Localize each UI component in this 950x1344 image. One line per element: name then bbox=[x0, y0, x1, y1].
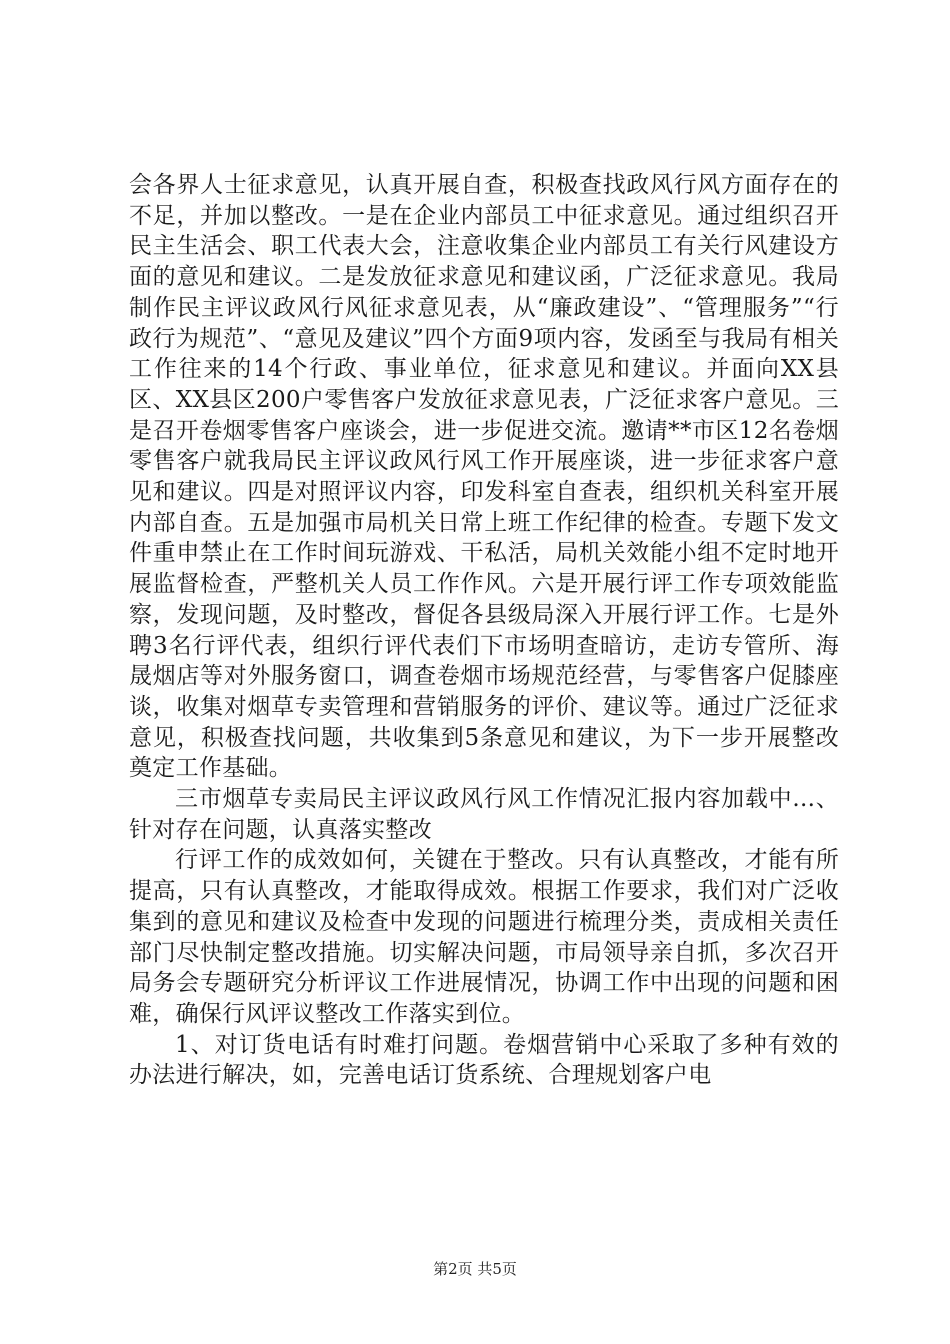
paragraph-section-heading: 三市烟草专卖局民主评议政风行风工作情况汇报内容加载中...、针对存在问题，认真落实整改 bbox=[129, 786, 839, 843]
paragraph-rectification: 行评工作的成效如何，关键在于整改。只有认真整改，才能有所提高，只有认真整改，才能取得成效。根据工作要求，我们对广泛收集到的意见和建议及检查中发现的问题进行梳理分类，责成相关责任部门尽快制定整改措施。切实解决问题，市局领导亲自抓，多次召开局务会专题研究分析评议工作进展情况，协调工作中出现的问题和困难，确保行风评议整改工作落实到位。 bbox=[129, 847, 839, 1027]
paragraph-item-1: 1、对订货电话有时难打问题。卷烟营销中心采取了多种有效的办法进行解决，如，完善电话订货系统、合理规划客户电 bbox=[129, 1031, 839, 1089]
document-body bbox=[129, 170, 839, 1091]
page-number-footer: 第2页 共5页 bbox=[433, 1260, 517, 1278]
paragraph-solicit-opinions: 会各界人士征求意见，认真开展自查，积极查找政风行风方面存在的不足，并加以整改。一是在企业内部员工中征求意见。通过组织召开民主生活会、职工代表大会，注意收集企业内部员工有关行风建设方面的意见和建议。二是发放征求意见和建议函，广泛征求意见。我局制作民主评议政风行风征求意见表，从“廉政建设”、“管理服务”“行政行为规范”、“意见及建议”四个方面9项内容，发函至与我局有相关工作往来的14个行政、事业单位，征求意见和建议。并面向XX县区、XX县区200户零售客户发放征求意见表，广泛征求客户意见。三是召开卷烟零售客户座谈会，进一步促进交流。邀请**市区12名卷烟零售客户就我局民主评议政风行风工作开展座谈，进一步征求客户意见和建议。四是对照评议内容，印发科室自查表，组织机关科室开展内部自查。五是加强市局机关日常上班工作纪律的检查。专题下发文件重申禁止在工作时间玩游戏、干私活，局机关效能小组不定时地开展监督检查，严整机关人员工作作风。六是开展行评工作专项效能监察，发现问题，及时整改，督促各县级局深入开展行评工作。七是外聘3名行评代表，组织行评代表们下市场明查暗访，走访专管所、海晟烟店等对外服务窗口，调查卷烟市场规范经营，与零售客户促膝座谈，收集对烟草专卖管理和营销服务的评价、建议等。通过广泛征求意见，积极查找问题，共收集到5条意见和建议，为下一步开展整改奠定工作基础。 bbox=[129, 172, 839, 782]
